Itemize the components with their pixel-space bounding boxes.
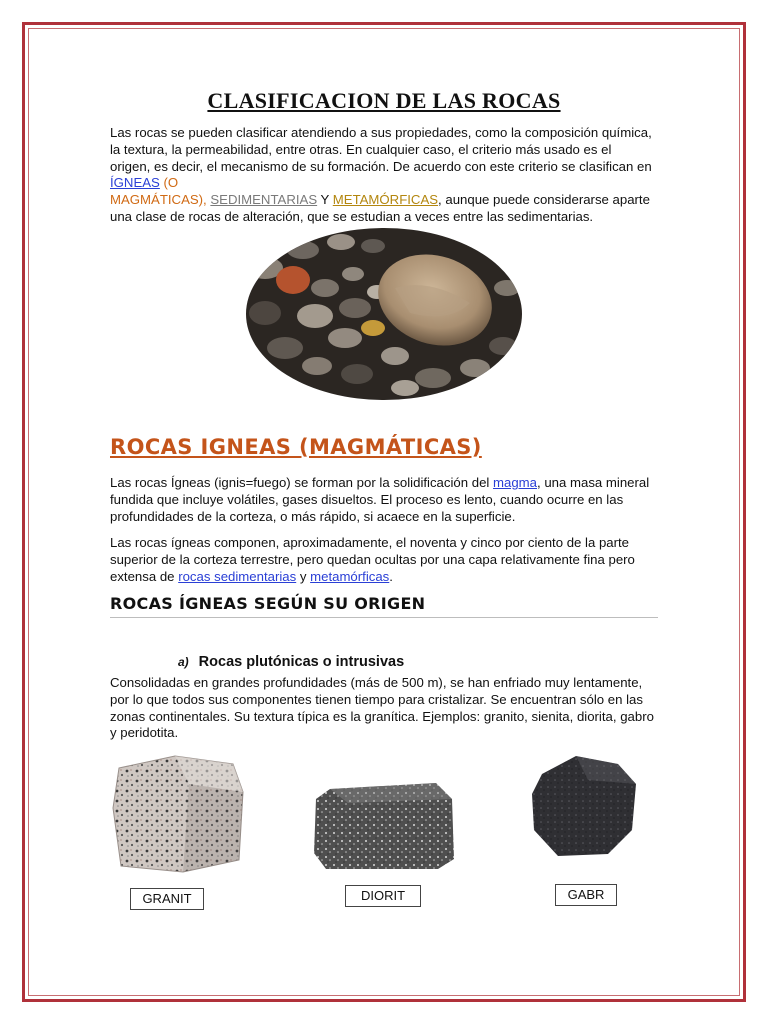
igneous-p2-mid: y xyxy=(296,568,311,584)
plutonic-paragraph: Consolidadas en grandes profundidades (más de 500 m), se han enfriado muy lentamente, por lo que todos sus componentes tienen tiempo para cristalizar. Se encuentran sólo en las zonas continentales. Su textura típica es la granítica. Ejemplos: granito, sienita, diorita, gabro y peridotita. xyxy=(110,675,654,741)
gabbro-label: GABR xyxy=(555,884,617,906)
igneous-p2-end: . xyxy=(389,568,393,584)
intro-paragraph xyxy=(110,125,655,226)
igneous-paragraph-2 xyxy=(110,535,655,585)
intro-text-1: Las rocas se pueden clasificar atendiendo a sus propiedades, como la composición química, la textura, la permeabilidad, entre otras. En cualquier caso, el criterio más usado es el origen, es decir, el mecanismo de su formación. De acuerdo con este criterio se clasifican en xyxy=(110,125,652,174)
gabbro-rock-image xyxy=(518,750,660,862)
igneous-heading: ROCAS IGNEAS (MAGMÁTICAS) xyxy=(110,435,482,459)
magmaticas-open: (O xyxy=(159,175,179,191)
diorite-rock-image xyxy=(308,775,458,875)
section-divider xyxy=(110,617,658,618)
granite-rock-image xyxy=(105,748,250,880)
origin-heading: ROCAS ÍGNEAS SEGÚN SU ORIGEN xyxy=(110,594,426,613)
page-title: CLASIFICACION DE LAS ROCAS xyxy=(207,88,561,113)
metamorficas-link[interactable]: METAMÓRFICAS xyxy=(332,192,439,208)
igneous-p2-a: Las rocas ígneas componen, aproximadamente, el noventa y cinco por ciento de la parte superior de la corteza terrestre, pero quedan ocultas por una capa relativamente fina pero extensa de xyxy=(110,535,635,584)
intro-text-2: , aunque puede considerarse aparte una clase de rocas de alteración, que se estudian a veces entre las sedimentarias. xyxy=(110,192,650,224)
pebbles-photo xyxy=(245,228,523,400)
subheading-title: Rocas plutónicas o intrusivas xyxy=(198,654,405,670)
intro-y: Y xyxy=(317,192,333,208)
granite-label: GRANIT xyxy=(130,888,204,910)
plutonic-subheading xyxy=(178,654,404,670)
igneous-p1-a: Las rocas Ígneas (ignis=fuego) se forman por la solidificación del xyxy=(110,475,494,490)
subheading-letter: a) xyxy=(178,655,189,669)
magmaticas-text: MAGMÁTICAS), xyxy=(110,192,211,208)
igneous-p1-b: , una masa mineral fundida que incluye volátiles, gases disueltos. El proceso es lento, cuando ocurre en las profundidades de la corteza, o más rápido, si acaece en la superficie. xyxy=(110,475,650,524)
metamorphic-link[interactable]: metamórficas xyxy=(310,568,390,584)
igneas-link[interactable]: ÍGNEAS xyxy=(110,175,160,191)
igneous-paragraph-1 xyxy=(110,475,655,525)
sedimentary-rocks-link[interactable]: rocas sedimentarias xyxy=(178,568,297,584)
diorite-label: DIORIT xyxy=(345,885,421,907)
sedimentarias-link[interactable]: SEDIMENTARIAS xyxy=(210,192,318,208)
magma-link[interactable]: magma xyxy=(493,475,537,490)
